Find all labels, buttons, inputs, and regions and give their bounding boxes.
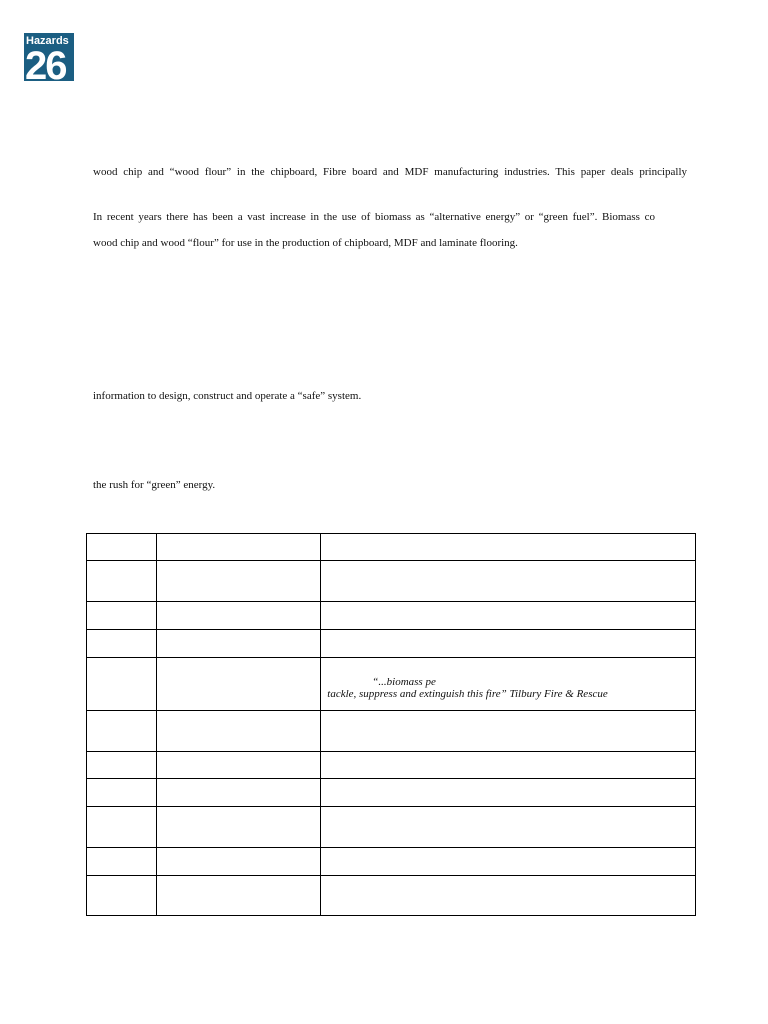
table-cell bbox=[321, 876, 696, 916]
table-cell bbox=[156, 779, 320, 807]
table-cell bbox=[321, 711, 696, 752]
table-cell bbox=[321, 630, 696, 658]
table-cell bbox=[156, 807, 320, 848]
table-cell-quote bbox=[321, 658, 696, 711]
table-cell bbox=[87, 807, 157, 848]
paragraph-biomass-line2: wood chip and wood “flour” for use in the production of chipboard, MDF and laminate flooring. bbox=[93, 237, 518, 249]
quote-line-2: tackle, suppress and extinguish this fire” Tilbury Fire & Rescue bbox=[327, 688, 608, 700]
table-row bbox=[87, 658, 696, 711]
table-row bbox=[87, 876, 696, 916]
table-cell bbox=[87, 534, 157, 561]
paragraph-green-energy: the rush for “green” energy. bbox=[93, 479, 216, 491]
table-row bbox=[87, 561, 696, 602]
table-cell bbox=[87, 602, 157, 630]
table-cell bbox=[321, 752, 696, 779]
table-cell bbox=[321, 534, 696, 561]
paragraph-safe-system: information to design, construct and operate a “safe” system. bbox=[93, 390, 362, 402]
table-row bbox=[87, 602, 696, 630]
table-cell bbox=[87, 630, 157, 658]
hazards-26-logo bbox=[24, 33, 74, 81]
table-cell bbox=[321, 807, 696, 848]
table-cell bbox=[321, 602, 696, 630]
table-cell bbox=[87, 658, 157, 711]
table-cell bbox=[156, 630, 320, 658]
table-cell bbox=[156, 848, 320, 876]
table-cell bbox=[87, 752, 157, 779]
table-cell bbox=[156, 561, 320, 602]
table-cell bbox=[321, 561, 696, 602]
quote-line-1: “...biomass pe bbox=[372, 676, 436, 688]
table-row bbox=[87, 630, 696, 658]
table-cell bbox=[321, 779, 696, 807]
fire-rescue-quote bbox=[321, 658, 695, 700]
paragraph-intro: wood chip and “wood flour” in the chipboard, Fibre board and MDF manufacturing industries. This paper deals principally bbox=[93, 166, 687, 178]
table-row bbox=[87, 848, 696, 876]
table-cell bbox=[156, 602, 320, 630]
table-row bbox=[87, 779, 696, 807]
table-row bbox=[87, 752, 696, 779]
table-cell bbox=[87, 848, 157, 876]
table-row bbox=[87, 807, 696, 848]
table-row bbox=[87, 711, 696, 752]
table-cell bbox=[87, 711, 157, 752]
paragraph-biomass-line1: In recent years there has been a vast increase in the use of biomass as “alternative energy” or “green fuel”. Biomass co bbox=[93, 211, 655, 223]
table-cell bbox=[321, 848, 696, 876]
table-row bbox=[87, 534, 696, 561]
table-cell bbox=[156, 711, 320, 752]
logo-number: 26 bbox=[25, 44, 66, 81]
logo-word: Hazards bbox=[26, 35, 69, 47]
table-cell bbox=[156, 876, 320, 916]
table-cell bbox=[156, 658, 320, 711]
table-cell bbox=[156, 534, 320, 561]
table-cell bbox=[87, 876, 157, 916]
table-cell bbox=[87, 779, 157, 807]
table-cell bbox=[87, 561, 157, 602]
table-cell bbox=[156, 752, 320, 779]
incident-table bbox=[86, 533, 696, 916]
